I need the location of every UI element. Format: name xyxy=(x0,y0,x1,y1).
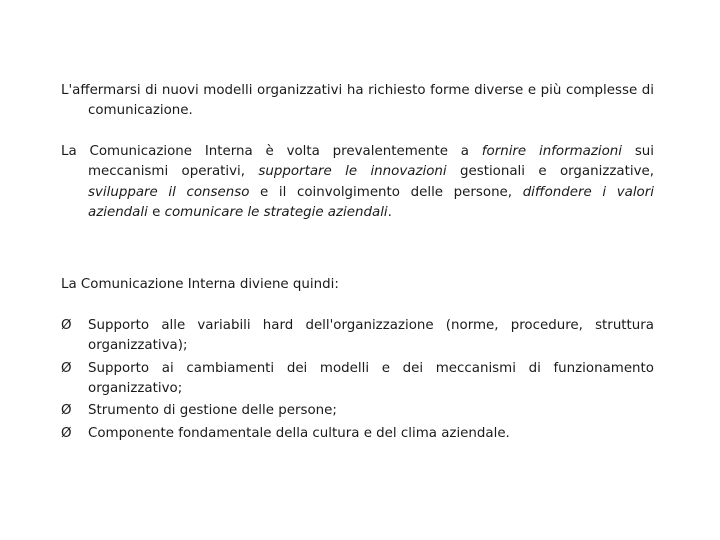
list-item xyxy=(61,424,654,444)
paragraph-text: L'affermarsi di nuovi modelli organizzativi ha richiesto forme diverse e più complesse di comunicazione. xyxy=(61,83,654,119)
list-item xyxy=(61,401,654,421)
list-item-text: Componente fondamentale della cultura e del clima aziendale. xyxy=(88,425,510,441)
text-segment: sui meccanismi operativi, xyxy=(88,143,654,180)
arrow-bullet-icon: Ø xyxy=(61,360,72,376)
slide-content xyxy=(61,81,654,446)
list-item-text: Supporto alle variabili hard dell'organizzazione (norme, procedure, struttura organizzativa); xyxy=(88,317,654,354)
text-segment: La Comunicazione Interna è volta prevalentemente a xyxy=(61,143,482,159)
emphasis-fornire-informazioni: fornire informazioni xyxy=(481,143,622,159)
emphasis-diffondere-valori: diffondere i valori aziendali xyxy=(88,184,654,221)
list-item-text: Supporto ai cambiamenti dei modelli e dei meccanismi di funzionamento organizzativo; xyxy=(88,360,654,397)
arrow-bullet-icon: Ø xyxy=(61,403,72,419)
emphasis-sviluppare-consenso: sviluppare il consenso xyxy=(88,184,250,200)
text-segment: . xyxy=(387,205,392,221)
emphasis-comunicare-strategie: comunicare le strategie aziendali xyxy=(164,205,388,221)
text-segment: gestionali e organizzative, xyxy=(446,164,654,180)
paragraph-intro-models xyxy=(61,81,654,122)
paragraph-text: La Comunicazione Interna diviene quindi: xyxy=(61,277,339,293)
list-item-text: Strumento di gestione delle persone; xyxy=(88,403,337,419)
paragraph-list-intro xyxy=(61,275,654,295)
paragraph-internal-communication xyxy=(61,142,654,224)
text-segment: e xyxy=(147,205,165,221)
arrow-bullet-icon: Ø xyxy=(61,317,72,333)
arrow-bullet-icon: Ø xyxy=(61,425,72,441)
text-segment: e il coinvolgimento delle persone, xyxy=(249,184,523,200)
bullet-list xyxy=(61,316,654,444)
list-item xyxy=(61,359,654,400)
list-item xyxy=(61,316,654,357)
emphasis-supportare-innovazioni: supportare le innovazioni xyxy=(258,164,447,180)
